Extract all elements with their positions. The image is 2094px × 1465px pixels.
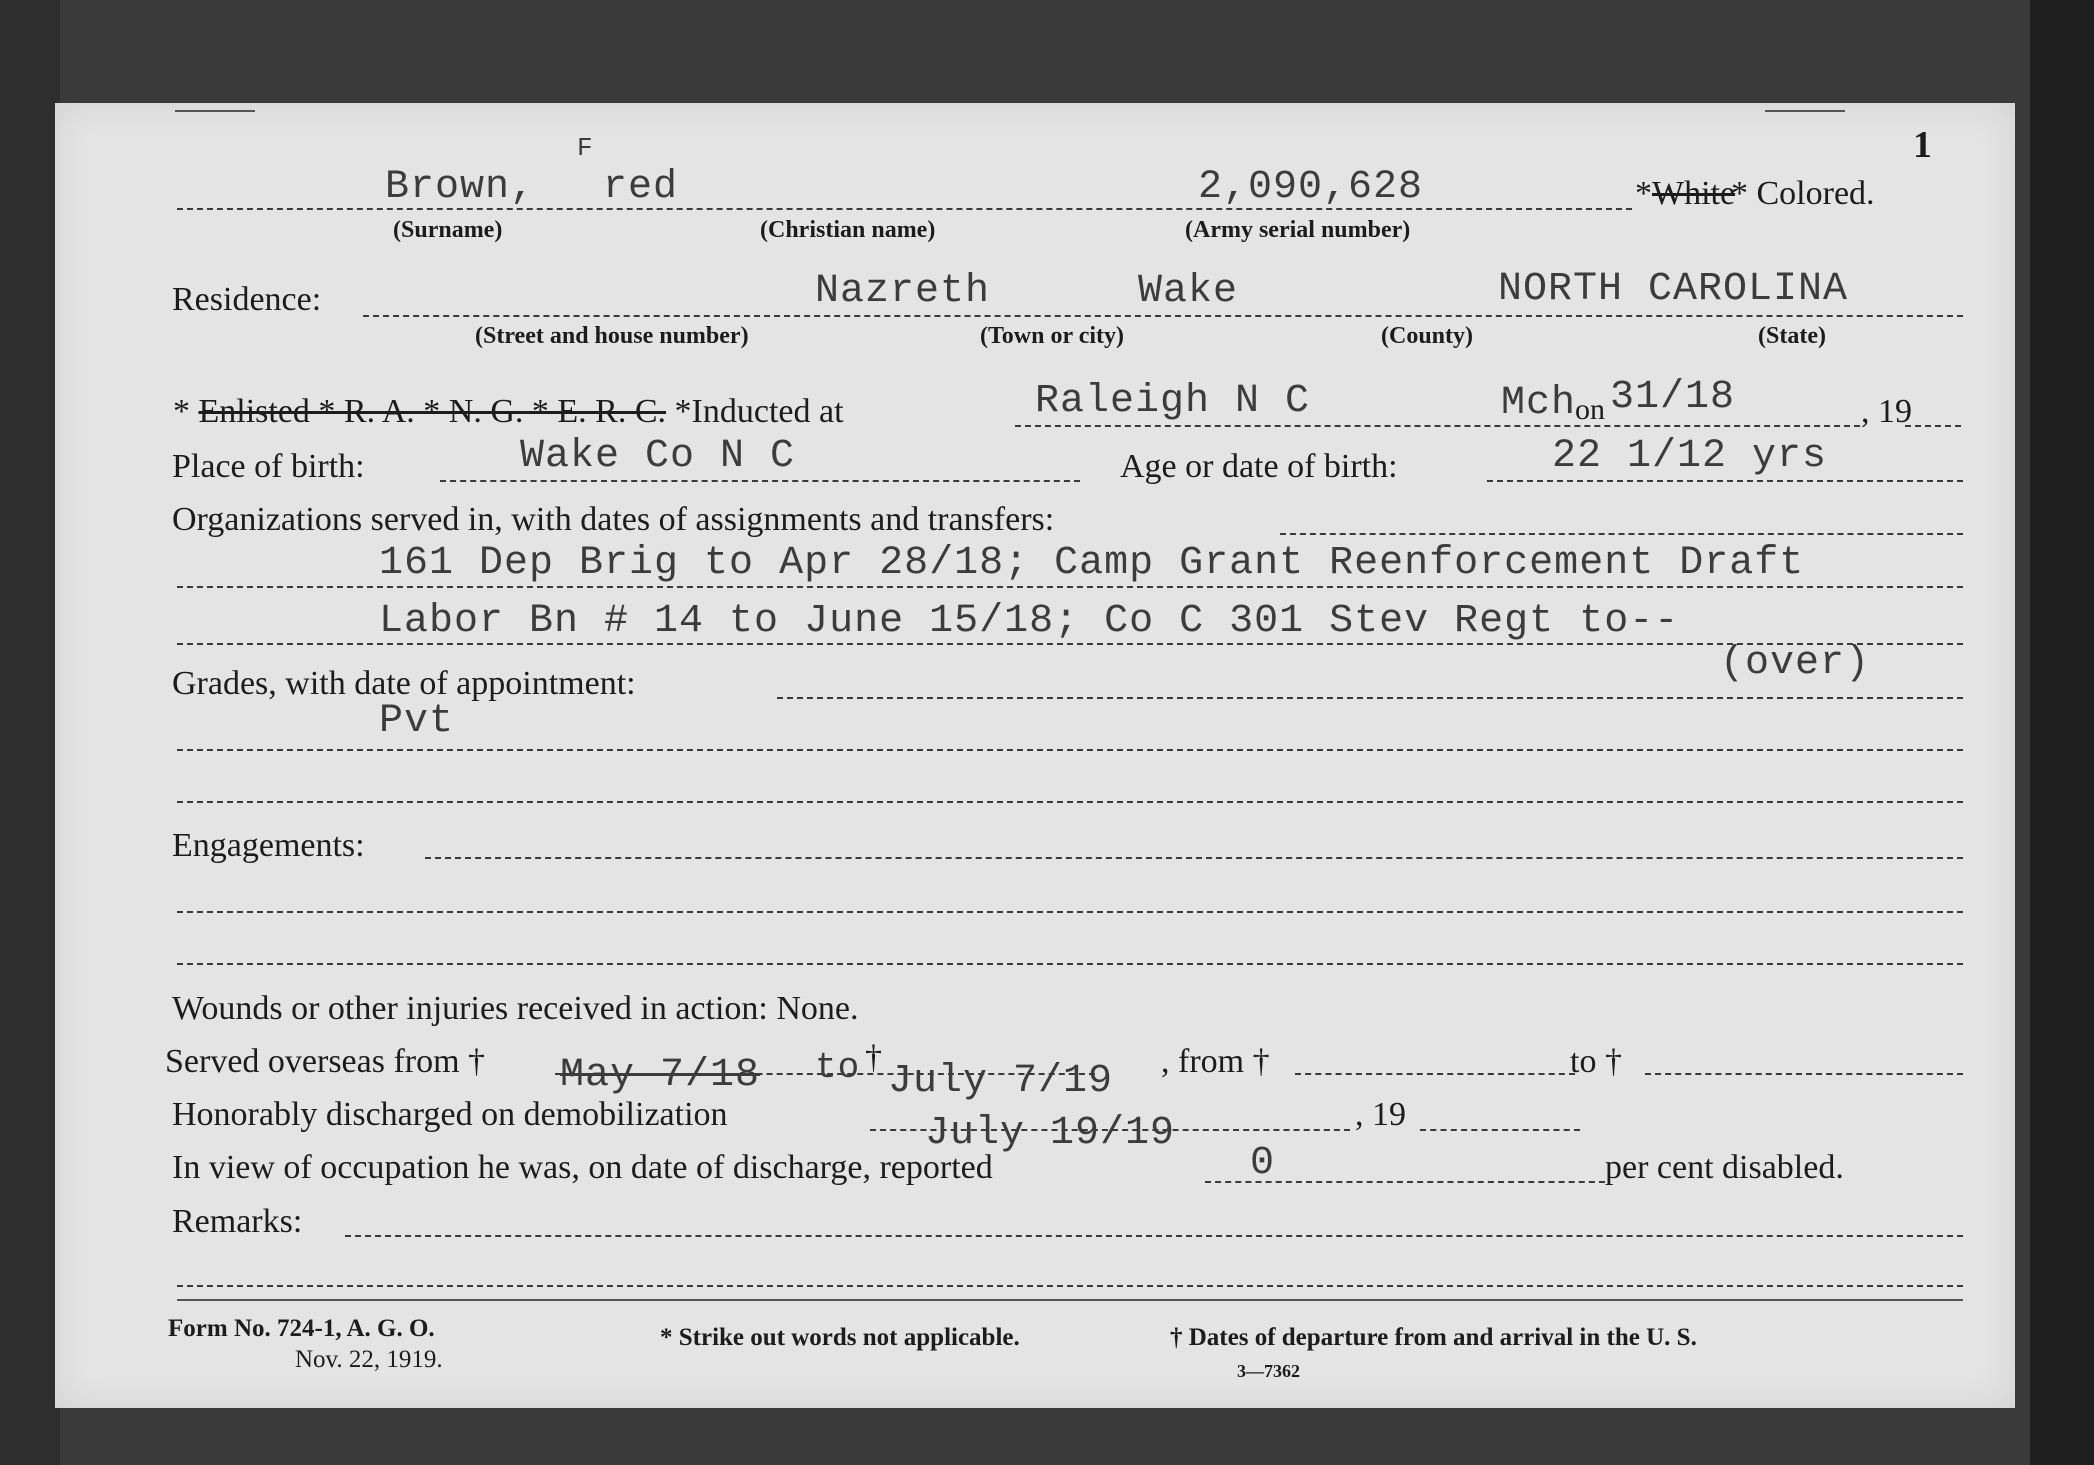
induction-year-line (1905, 425, 1961, 427)
residence-county: Wake (1138, 269, 1239, 314)
on-label: on (1575, 393, 1605, 426)
strike-note: * Strike out words not applicable. (660, 1324, 1020, 1351)
state-caption: (State) (1758, 323, 1826, 349)
county-caption: (County) (1381, 323, 1474, 349)
grades-line-2 (177, 801, 1963, 803)
age-value: 22 1/12 yrs (1552, 434, 1828, 479)
overseas-from-struck: May 7/18 (560, 1053, 761, 1098)
remarks-bottom-line (177, 1299, 1963, 1301)
induction-line (1015, 425, 1860, 427)
engagements-line-2 (177, 963, 1963, 965)
wounds-label: Wounds or other injuries received in action: None. (172, 990, 859, 1027)
discharge-year-line (1420, 1129, 1580, 1131)
card-number: 1 (1913, 124, 1932, 166)
service-record-card (55, 103, 2015, 1408)
overseas-from2-line (1295, 1073, 1575, 1075)
form-number: Form No. 724-1, A. G. O. (168, 1315, 435, 1342)
place-of-birth-line (440, 480, 1080, 482)
disability-suffix: per cent disabled. (1605, 1149, 1844, 1186)
christian-name-caption: (Christian name) (760, 217, 936, 243)
wounds-value: None. (776, 990, 859, 1027)
organizations-entry-2: Labor Bn # 14 to June 15/18; Co C 301 Stev Regt to-- (379, 599, 1680, 644)
grades-value: Pvt (379, 699, 455, 744)
over-note: (over) (1720, 641, 1871, 686)
white-struck: White (1652, 175, 1736, 212)
print-code: 3—7362 (1237, 1361, 1300, 1381)
overseas-to2-line (1645, 1073, 1963, 1075)
engagements-label: Engagements: (172, 827, 365, 864)
engagements-line-0 (425, 857, 1963, 859)
remarks-line-1 (177, 1285, 1963, 1287)
residence-label: Residence: (172, 281, 322, 318)
discharge-year-label: , 19 (1355, 1096, 1406, 1133)
serial-number-value: 2,090,628 (1198, 165, 1424, 210)
organizations-line-0 (1280, 533, 1963, 535)
background-right (2030, 0, 2094, 1465)
overseas-label: Served overseas from † (165, 1043, 486, 1080)
overseas-to-label: to (815, 1047, 861, 1088)
colored-label: * Colored. (1731, 175, 1875, 212)
overseas-to-mark: † (865, 1039, 882, 1076)
overseas-to-value: July 7/19 (888, 1059, 1114, 1104)
background-left (0, 0, 60, 1465)
inducted-at-label: *Inducted at (666, 393, 844, 430)
residence-state: NORTH CAROLINA (1498, 267, 1849, 312)
grades-line-0 (777, 697, 1963, 699)
disability-label: In view of occupation he was, on date of discharge, reported (172, 1149, 993, 1186)
discharge-date: July 19/19 (925, 1111, 1176, 1156)
dates-note: † Dates of departure from and arrival in the U. S. (1170, 1324, 1697, 1351)
serial-caption: (Army serial number) (1185, 217, 1411, 243)
organizations-entry-1: 161 Dep Brig to Apr 28/18; Camp Grant Reenforcement Draft (379, 541, 1805, 586)
engagements-line-1 (177, 911, 1963, 913)
overseas-from2-label: , from † (1161, 1043, 1270, 1080)
induction-date: 31/18 (1610, 375, 1736, 420)
remarks-line-0 (345, 1235, 1963, 1237)
place-of-birth-value: Wake Co N C (520, 434, 796, 479)
residence-line (363, 315, 1963, 317)
disability-value: 0 (1250, 1141, 1276, 1186)
age-label: Age or date of birth: (1120, 448, 1398, 485)
top-edge-line-right (1765, 110, 1845, 112)
top-edge-line (175, 110, 255, 112)
given-name-value: red (603, 165, 679, 210)
discharge-label: Honorably discharged on demobilization (172, 1096, 728, 1133)
induction-month: Mch (1501, 381, 1577, 426)
induction-place: Raleigh N C (1035, 379, 1311, 424)
town-caption: (Town or city) (980, 323, 1124, 349)
white-label (1635, 175, 1735, 213)
induction-label: * Enlisted * R. A. * N. G. * E. R. C. *Inducted at (173, 393, 844, 430)
overseas-to2-label: to † (1570, 1043, 1622, 1080)
grades-line-1 (177, 749, 1963, 751)
remarks-label: Remarks: (172, 1203, 303, 1240)
surname-value: Brown, (385, 165, 536, 210)
residence-town: Nazreth (815, 269, 991, 314)
form-date: Nov. 22, 1919. (295, 1346, 443, 1373)
organizations-label: Organizations served in, with dates of assignments and transfers: (172, 501, 1055, 538)
given-initial: F (577, 133, 593, 163)
asterisk: * (1635, 175, 1652, 212)
street-caption: (Street and house number) (475, 323, 749, 349)
age-line (1487, 480, 1963, 482)
grades-label: Grades, with date of appointment: (172, 665, 636, 702)
struck-enlistment-options: Enlisted * R. A. * N. G. * E. R. C. (198, 393, 667, 430)
surname-caption: (Surname) (393, 217, 503, 243)
induction-year-label: , 19 (1861, 393, 1912, 430)
place-of-birth-label: Place of birth: (172, 448, 365, 485)
organizations-line-1 (177, 586, 1963, 588)
